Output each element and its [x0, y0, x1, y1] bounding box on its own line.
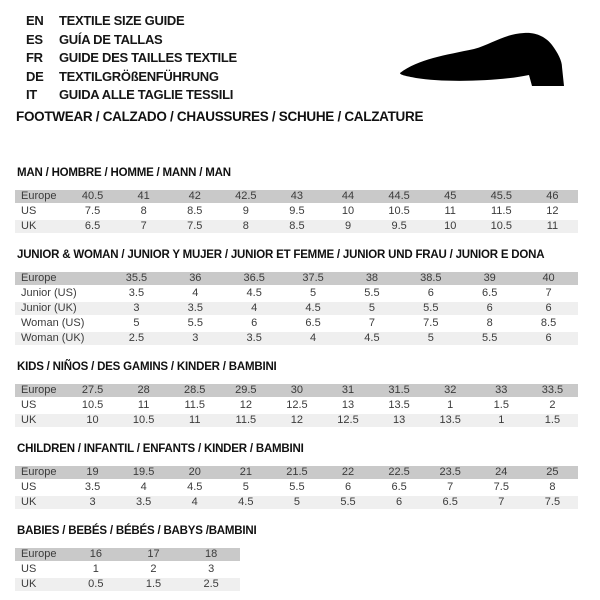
size-value: 7	[447, 481, 454, 493]
size-value: 7.5	[84, 205, 101, 217]
table-row-us	[15, 399, 578, 412]
table-row-uk	[15, 220, 578, 233]
size-value: 8	[140, 205, 147, 217]
footwear-heading: FOOTWEAR / CALZADO / CHAUSSURES / SCHUHE / CALZATURE	[16, 109, 424, 124]
size-value: 27.5	[67, 384, 118, 397]
table-row-europe	[15, 466, 578, 479]
language-label: TEXTILGRÖßENFÜHRUNG	[59, 68, 219, 84]
size-value: 3	[208, 563, 215, 575]
language-entry-en	[26, 12, 237, 31]
language-list	[26, 12, 237, 105]
size-value: 22	[322, 466, 373, 479]
row-label: US	[21, 563, 37, 575]
size-value: 36.5	[225, 272, 284, 285]
size-value: 11.5	[491, 205, 512, 217]
row-label: Junior (UK)	[15, 302, 107, 315]
size-value: 12	[239, 399, 252, 411]
row-label: Europe	[15, 190, 67, 203]
size-value: 42	[169, 190, 220, 203]
size-value: 10	[67, 414, 118, 427]
size-value: 7	[476, 496, 527, 509]
size-value: 9	[322, 220, 373, 233]
size-value: 9.5	[289, 205, 305, 217]
size-value: 3.5	[225, 332, 284, 345]
size-value: 41	[118, 190, 169, 203]
size-value: 3.5	[128, 287, 145, 299]
size-value: 10.5	[476, 220, 527, 233]
row-label: Junior (US)	[21, 287, 77, 299]
size-value: 21.5	[271, 466, 322, 479]
size-value: 3	[67, 496, 118, 509]
language-label: GUIDE DES TAILLES TEXTILE	[59, 50, 237, 65]
language-code: IT	[26, 87, 37, 102]
language-label: GUÍA DE TALLAS	[59, 31, 163, 47]
size-value: 37.5	[284, 272, 343, 285]
language-entry-es	[26, 31, 237, 50]
row-label: Europe	[15, 548, 67, 561]
size-value: 13.5	[388, 399, 410, 411]
size-value: 7.5	[493, 481, 509, 493]
size-value: 29.5	[220, 384, 271, 397]
size-value: 4.5	[343, 332, 402, 345]
size-value: 8.5	[271, 220, 322, 233]
section-title-junior-woman: JUNIOR & WOMAN / JUNIOR Y MUJER / JUNIOR ET FEMME / JUNIOR UND FRAU / JUNIOR E DONA	[17, 249, 545, 261]
size-value: 6.5	[482, 287, 498, 299]
size-value: 12	[271, 414, 322, 427]
size-value: 12.5	[286, 399, 308, 411]
size-value: 18	[182, 548, 240, 561]
size-value: 4	[140, 481, 147, 493]
size-value: 5.5	[460, 332, 519, 345]
row-label: US	[21, 481, 37, 493]
size-value: 33	[476, 384, 527, 397]
size-value: 19	[67, 466, 118, 479]
size-value: 5.5	[289, 481, 305, 493]
size-value: 45	[425, 190, 476, 203]
size-value: 35.5	[107, 272, 166, 285]
size-value: 1	[447, 399, 454, 411]
size-value: 7.5	[527, 496, 578, 509]
size-value: 8	[549, 481, 556, 493]
table-row-europe	[15, 384, 578, 397]
size-value: 6.5	[305, 317, 321, 329]
size-value: 5	[271, 496, 322, 509]
size-table-children	[15, 464, 578, 511]
table-row-woman-us-	[15, 317, 578, 330]
size-value: 32	[425, 384, 476, 397]
row-label: Europe	[15, 384, 67, 397]
size-value: 25	[527, 466, 578, 479]
size-value: 13	[341, 399, 355, 411]
size-value: 6.5	[391, 481, 407, 493]
table-row-junior-uk-	[15, 302, 578, 315]
size-table-man	[15, 188, 578, 235]
shoe-icon	[398, 31, 568, 93]
row-label: Woman (US)	[21, 317, 85, 329]
row-label: UK	[15, 578, 67, 591]
size-value: 6.5	[425, 496, 476, 509]
size-value: 1.5	[493, 399, 509, 411]
size-value: 12.5	[322, 414, 373, 427]
size-table-junior-woman	[15, 270, 578, 347]
size-value: 23.5	[425, 466, 476, 479]
size-value: 12	[546, 205, 559, 217]
language-code: ES	[26, 31, 43, 47]
size-value: 28	[118, 384, 169, 397]
size-value: 11	[137, 399, 150, 411]
size-value: 5.5	[187, 317, 203, 329]
table-row-woman-uk-	[15, 332, 578, 345]
size-value: 7	[545, 287, 552, 299]
size-value: 4.5	[246, 287, 262, 299]
size-value: 40	[519, 272, 578, 285]
size-value: 46	[527, 190, 578, 203]
size-value: 38	[343, 272, 402, 285]
shoe-silhouette-path	[400, 33, 564, 86]
size-value: 40.5	[67, 190, 118, 203]
row-label: US	[21, 205, 37, 217]
table-row-uk	[15, 578, 240, 591]
size-value: 19.5	[118, 466, 169, 479]
size-value: 9	[242, 205, 249, 217]
language-label: TEXTILE SIZE GUIDE	[59, 13, 185, 28]
section-title-man: MAN / HOMBRE / HOMME / MANN / MAN	[17, 167, 231, 179]
size-value: 5	[310, 287, 317, 299]
size-value: 11.5	[184, 399, 206, 411]
size-value: 7.5	[423, 317, 439, 329]
size-value: 17	[125, 548, 183, 561]
section-babies	[15, 525, 578, 593]
size-value: 42.5	[220, 190, 271, 203]
language-code: EN	[26, 13, 44, 28]
size-value: 2.5	[182, 578, 240, 591]
size-value: 1.5	[527, 414, 578, 427]
size-value: 36	[166, 272, 225, 285]
size-value: 5.5	[364, 287, 380, 299]
size-value: 4	[225, 302, 284, 315]
size-value: 8.5	[540, 317, 557, 329]
size-value: 6	[374, 496, 425, 509]
size-value: 3.5	[118, 496, 169, 509]
size-value: 8	[486, 317, 493, 329]
row-label: Europe	[15, 466, 67, 479]
size-value: 7	[118, 220, 169, 233]
size-value: 8.5	[187, 205, 203, 217]
size-value: 28.5	[169, 384, 220, 397]
size-value: 6	[251, 317, 258, 329]
size-value: 1	[476, 414, 527, 427]
size-value: 33.5	[527, 384, 578, 397]
size-value: 6	[344, 481, 352, 493]
size-value: 6	[427, 287, 434, 299]
row-label: UK	[15, 220, 67, 233]
table-row-europe	[15, 272, 578, 285]
size-value: 3	[166, 332, 225, 345]
table-row-us	[15, 205, 578, 218]
row-label: US	[21, 399, 37, 411]
size-value: 6	[519, 332, 578, 345]
size-value: 6	[460, 302, 519, 315]
size-value: 4	[192, 287, 199, 299]
size-value: 13.5	[425, 414, 476, 427]
size-value: 0.5	[67, 578, 125, 591]
size-value: 44.5	[374, 190, 425, 203]
size-value: 7	[368, 317, 375, 329]
size-value: 8	[220, 220, 271, 233]
language-label: GUIDA ALLE TAGLIE TESSILI	[59, 87, 234, 102]
section-children	[15, 443, 578, 511]
size-value: 43	[271, 190, 322, 203]
language-code: FR	[26, 50, 43, 65]
table-row-europe	[15, 190, 578, 203]
size-value: 5	[343, 302, 402, 315]
language-entry-it	[26, 86, 237, 105]
size-value: 5	[133, 317, 140, 329]
section-title-babies: BABIES / BEBÉS / BÉBÉS / BABYS /BAMBINI	[17, 525, 257, 537]
row-label: Woman (UK)	[15, 332, 107, 345]
size-value: 2	[549, 399, 556, 411]
size-value: 11	[527, 220, 578, 233]
size-value: 11	[169, 414, 220, 427]
row-label: UK	[15, 496, 67, 509]
row-label: Europe	[15, 272, 107, 285]
size-value: 13	[374, 414, 425, 427]
language-entry-fr	[26, 49, 237, 68]
size-value: 11.5	[220, 414, 271, 427]
size-value: 44	[322, 190, 373, 203]
size-value: 3.5	[84, 481, 101, 493]
size-value: 3.5	[166, 302, 225, 315]
size-table-kids	[15, 382, 578, 429]
size-value: 1	[92, 563, 99, 575]
section-man	[15, 167, 578, 235]
size-value: 39	[460, 272, 519, 285]
table-row-uk	[15, 414, 578, 427]
row-label: UK	[15, 414, 67, 427]
language-entry-de	[26, 68, 237, 87]
size-value: 21	[220, 466, 271, 479]
size-value: 4.5	[187, 481, 203, 493]
size-value: 45.5	[476, 190, 527, 203]
size-value: 24	[476, 466, 527, 479]
table-row-us	[15, 563, 240, 576]
language-code: DE	[26, 68, 44, 84]
size-value: 30	[271, 384, 322, 397]
size-value: 11	[444, 205, 456, 217]
size-table-babies	[15, 546, 240, 593]
table-row-junior-us-	[15, 287, 578, 300]
table-row-europe	[15, 548, 240, 561]
size-value: 5	[401, 332, 460, 345]
size-value: 9.5	[374, 220, 425, 233]
size-value: 6.5	[67, 220, 118, 233]
size-value: 31	[322, 384, 373, 397]
size-value: 4.5	[220, 496, 271, 509]
size-value: 10.5	[118, 414, 169, 427]
size-value: 2	[150, 563, 157, 575]
size-value: 6	[519, 302, 578, 315]
size-value: 10.5	[81, 399, 104, 411]
size-value: 38.5	[401, 272, 460, 285]
size-value: 10.5	[388, 205, 410, 217]
size-value: 5.5	[322, 496, 373, 509]
size-value: 4	[169, 496, 220, 509]
size-value: 1.5	[125, 578, 183, 591]
size-value: 31.5	[374, 384, 425, 397]
section-title-kids: KIDS / NIÑOS / DES GAMINS / KINDER / BAMBINI	[17, 361, 277, 373]
size-value: 4	[284, 332, 343, 345]
size-value: 16	[67, 548, 125, 561]
size-value: 10	[425, 220, 476, 233]
size-value: 5.5	[401, 302, 460, 315]
size-value: 20	[169, 466, 220, 479]
size-value: 4.5	[284, 302, 343, 315]
size-value: 5	[242, 481, 249, 493]
size-value: 7.5	[169, 220, 220, 233]
section-kids	[15, 361, 578, 429]
section-junior-woman	[15, 249, 578, 347]
size-value: 2.5	[107, 332, 166, 345]
section-title-children: CHILDREN / INFANTIL / ENFANTS / KINDER / BAMBINI	[17, 443, 304, 455]
size-value: 3	[107, 302, 166, 315]
table-row-uk	[15, 496, 578, 509]
size-value: 10	[341, 205, 355, 217]
size-value: 22.5	[374, 466, 425, 479]
table-row-us	[15, 481, 578, 494]
size-tables	[15, 167, 578, 600]
